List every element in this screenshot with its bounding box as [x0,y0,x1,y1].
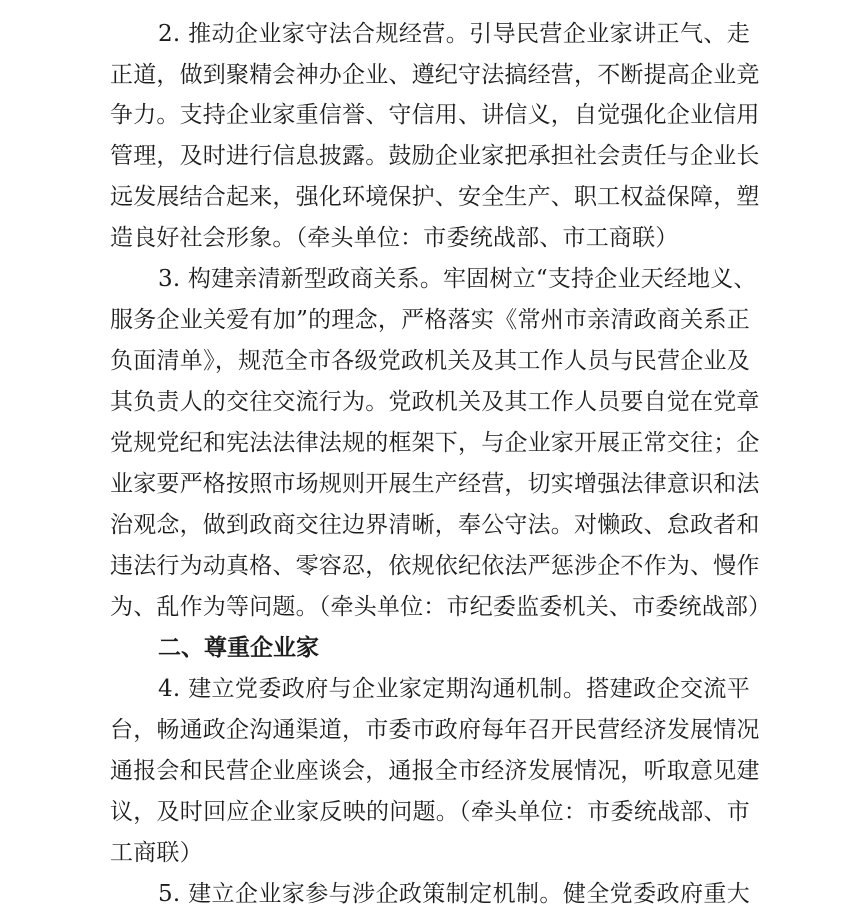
paragraph-3-line-1: 3. 构建亲清新型政商关系。牢固树立“支持企业天经地义、 [158,266,757,292]
paragraph-3-line-7: 治观念，做到政商交往边界清晰，奉公守法。对懒政、怠政者和 [110,512,760,538]
paragraph-4-line-2: 台，畅通政企沟通渠道，市委市政府每年召开民营经济发展情况 [110,717,760,743]
section-heading: 二、尊重企业家 [158,635,319,661]
paragraph-5-line-1: 5. 建立企业家参与涉企政策制定机制。健全党委政府重大 [158,881,750,907]
paragraph-2-line-4: 管理，及时进行信息披露。鼓励企业家把承担社会责任与企业长 [110,143,760,169]
paragraph-4-line-1: 4. 建立党委政府与企业家定期沟通机制。搭建政企交流平 [158,676,750,702]
paragraph-3-line-4: 其负责人的交往交流行为。党政机关及其工作人员要自觉在党章 [110,389,760,415]
paragraph-4-line-4: 议，及时回应企业家反映的问题。（牵头单位：市委统战部、市 [110,799,750,825]
paragraph-3-line-5: 党规党纪和宪法法律法规的框架下，与企业家开展正常交往；企 [110,430,760,456]
paragraph-2-line-1: 2. 推动企业家守法合规经营。引导民营企业家讲正气、走 [158,21,750,47]
paragraph-3-line-3: 负面清单》，规范全市各级党政机关及其工作人员与民营企业及 [110,348,750,374]
paragraph-2-line-2: 正道，做到聚精会神办企业、遵纪守法搞经营，不断提高企业竞 [110,62,760,88]
paragraph-2-line-5: 远发展结合起来，强化环境保护、安全生产、职工权益保障，塑 [110,184,760,210]
paragraph-2-line-6: 造良好社会形象。（牵头单位：市委统战部、市工商联） [110,225,679,251]
paragraph-3-line-6: 业家要严格按照市场规则开展生产经营，切实增强法律意识和法 [110,471,760,497]
paragraph-4-line-3: 通报会和民营企业座谈会，通报全市经济发展情况，听取意见建 [110,758,760,784]
paragraph-2-line-3: 争力。支持企业家重信誉、守信用、讲信义，自觉强化企业信用 [110,102,760,128]
paragraph-3-line-9: 为、乱作为等问题。（牵头单位：市纪委监委机关、市委统战部） [110,594,772,620]
paragraph-4-line-5: 工商联） [110,840,203,866]
paragraph-3-line-8: 违法行为动真格、零容忍，依规依纪依法严惩涉企不作为、慢作 [110,553,760,579]
paragraph-3-line-2: 服务企业关爱有加”的理念，严格落实《常州市亲清政商关系正 [110,307,750,333]
